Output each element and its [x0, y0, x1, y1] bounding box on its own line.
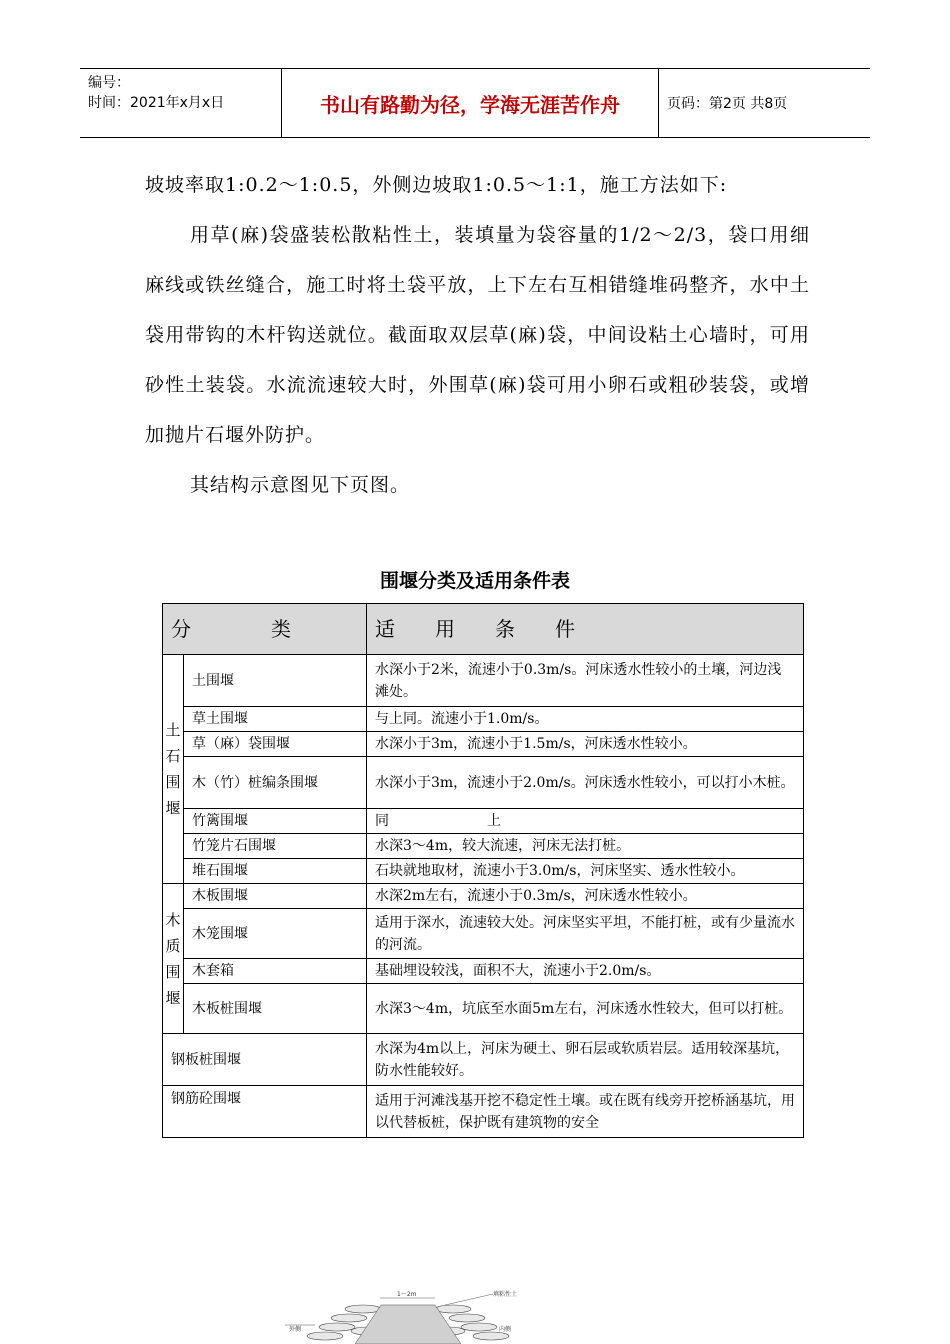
page-info: 页码：第2页 共8页	[667, 96, 788, 112]
row-name: 木（竹）桩编条围堰	[184, 757, 367, 809]
table-row	[163, 757, 804, 809]
group-char: 围	[165, 773, 181, 791]
row-name: 竹篱围堰	[184, 809, 367, 834]
table-row	[163, 859, 804, 884]
row-condition: 适用于河滩浅基开挖不稳定性土壤。或在既有线旁开挖桥涵基坑，用以代替板桩，保护既有建筑物的安全	[367, 1086, 804, 1138]
page-header	[80, 68, 870, 138]
row-condition: 水深小于2米，流速小于0.3m/s。河床透水性较小的土壤，河边浅滩处。	[367, 655, 804, 707]
row-name: 竹笼片石围堰	[184, 834, 367, 859]
row-condition: 同 上	[367, 809, 804, 834]
group-char: 围	[165, 962, 181, 981]
table-row	[163, 984, 804, 1034]
row-condition: 水深小于3m，流速小于1.5m/s，河床透水性较小。	[367, 732, 804, 757]
group-char: 堰	[165, 799, 181, 817]
table-row	[163, 1086, 804, 1138]
group-earth-stone	[163, 655, 184, 884]
table-row	[163, 909, 804, 959]
cofferdam-table	[162, 603, 804, 1138]
table-row	[163, 809, 804, 834]
paragraph-method: 用草(麻)袋盛装松散粘性土，装填量为袋容量的1/2～2/3，袋口用细麻线或铁丝缝合，施工时将土袋平放，上下左右互相错缝堆码整齐，水中土袋用带钩的木杆钩送就位。截面取双层草(麻)袋，中间设粘土心墙时，可用砂性土装袋。水流流速较大时，外围草(麻)袋可用小卵石或粗砂装袋，或增加抛片石堰外防护。	[145, 224, 810, 446]
row-condition: 水深小于3m，流速小于2.0m/s。河床透水性较小，可以打小木桩。	[367, 757, 804, 809]
group-char: 土	[165, 721, 181, 739]
table-row	[163, 1034, 804, 1086]
table-row	[163, 959, 804, 984]
header-motto: 书山有路勤为径，学海无涯苦作舟	[282, 69, 659, 137]
group-timber	[163, 884, 184, 1034]
row-condition: 水深为4m以上，河床为硬土、卵石层或软质岩层。适用较深基坑，防水性能较好。	[367, 1034, 804, 1086]
row-name: 木板围堰	[184, 884, 367, 909]
row-name: 土围堰	[184, 655, 367, 707]
header-meta	[80, 69, 282, 137]
row-condition: 与上同。流速小于1.0m/s。	[367, 707, 804, 732]
dimension-label: 1～2m	[397, 1291, 417, 1298]
row-condition: 适用于深水，流速较大处。河床坚实平坦，不能打桩，或有少量流水的河流。	[367, 909, 804, 959]
row-condition: 水深3～4m，坑底至水面5m左右，河床透水性较大，但可以打桩。	[367, 984, 804, 1034]
group-char: 石	[165, 747, 181, 765]
row-name: 木套箱	[184, 959, 367, 984]
row-name: 钢板桩围堰	[163, 1034, 367, 1086]
row-condition: 石块就地取材，流速小于3.0m/s，河床坚实、透水性较小。	[367, 859, 804, 884]
row-name: 草（麻）袋围堰	[184, 732, 367, 757]
group-char: 堰	[165, 988, 181, 1007]
row-condition: 水深2m左右，流速小于0.3m/s，河床透水性较小。	[367, 884, 804, 909]
paragraph-diagram-ref: 其结构示意图见下页图。	[190, 474, 411, 496]
table-row	[163, 707, 804, 732]
row-name: 木板桩围堰	[184, 984, 367, 1034]
row-name: 钢筋砼围堰	[163, 1086, 367, 1138]
row-name: 草土围堰	[184, 707, 367, 732]
inner-label: 内侧	[499, 1326, 512, 1333]
group-char: 木	[165, 910, 181, 929]
doc-number-label: 编号：	[88, 75, 130, 91]
row-name: 木笼围堰	[184, 909, 367, 959]
group-char: 质	[165, 936, 181, 955]
outer-label: 外侧	[289, 1326, 302, 1333]
row-name: 堆石围堰	[184, 859, 367, 884]
cofferdam-structure-diagram	[285, 1285, 545, 1344]
table-row	[163, 884, 804, 909]
row-condition: 基础埋设较浅，面积不大，流速小于2.0m/s。	[367, 959, 804, 984]
row-condition: 水深3～4m，较大流速，河床无法打桩。	[367, 834, 804, 859]
core-label: 填粘性土	[493, 1291, 518, 1298]
table-header-row	[163, 604, 804, 655]
paragraph-slope: 坡坡率取1:0.2～1:0.5，外侧边坡取1:0.5～1:1，施工方法如下:	[145, 174, 728, 196]
leader-line	[445, 1294, 493, 1305]
header-class: 分 类	[163, 604, 367, 655]
header-condition: 适 用 条 件	[367, 604, 804, 655]
doc-time-label: 时间：2021年x月x日	[88, 95, 225, 111]
table-row	[163, 732, 804, 757]
table-row	[163, 655, 804, 707]
table-title: 围堰分类及适用条件表	[379, 570, 570, 592]
table-row	[163, 834, 804, 859]
